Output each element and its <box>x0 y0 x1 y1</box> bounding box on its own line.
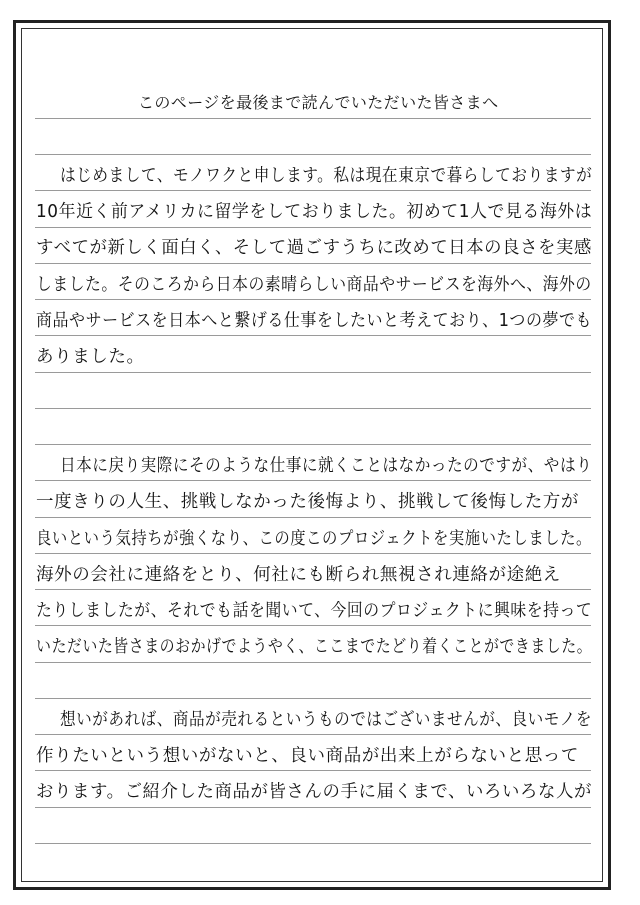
letter-title-text: このページを最後まで読んでいただいた皆さまへ <box>138 93 499 112</box>
ruled-line <box>35 444 591 445</box>
paragraph-text: 作りたいという想いがないと、良い商品が出来上がらないと思って <box>36 746 579 766</box>
letter-title <box>0 88 640 118</box>
paragraph-text: おります。ご紹介した商品が皆さんの手に届くまで、いろいろな人が <box>36 782 593 802</box>
ruled-line <box>35 118 591 119</box>
paragraph-text: ありました。 <box>36 347 145 367</box>
ruled-line <box>35 154 591 155</box>
ruled-line <box>35 408 591 409</box>
paragraph-1-line-3 <box>0 233 640 263</box>
ruled-line <box>35 227 591 228</box>
paragraph-3-line-3 <box>0 777 640 807</box>
paragraph-text: たりしましたが、それでも話を聞いて、今回のプロジェクトに興味を持って <box>36 601 593 621</box>
paragraph-text: 商品やサービスを日本へと繋げる仕事をしたいと考えており、1つの夢でも <box>36 311 593 331</box>
ruled-line <box>35 698 591 699</box>
paragraph-text: 想いがあれば、商品が売れるというものではございませんが、良いモノを <box>60 710 593 730</box>
paragraph-text: いただいた皆さまのおかげでようやく、ここまでたどり着くことができました。 <box>36 637 593 657</box>
paragraph-2-line-4 <box>0 560 640 590</box>
paragraph-3-line-2 <box>0 741 640 771</box>
paragraph-text: 10年近く前アメリカに留学をしておりました。初めて1人で見る海外は <box>36 202 593 222</box>
paragraph-text: すべてが新しく面白く、そして過ごすうちに改めて日本の良さを実感 <box>36 238 592 258</box>
paragraph-text: はじめまして、モノワクと申します。私は現在東京で暮らしておりますが <box>60 166 593 186</box>
paragraph-2-line-1 <box>0 451 640 481</box>
ruled-line <box>35 807 591 808</box>
ruled-line <box>35 843 591 844</box>
paragraph-2-line-3 <box>0 524 640 554</box>
paragraph-text: 良いという気持ちが強くなり、この度このプロジェクトを実施いたしました。 <box>36 529 592 549</box>
paragraph-3-line-1 <box>0 705 640 735</box>
paragraph-2-line-2 <box>0 487 640 517</box>
ruled-line <box>35 517 591 518</box>
paragraph-1-line-6 <box>0 342 640 372</box>
paragraph-2-line-5 <box>0 596 640 626</box>
paragraph-1-line-2 <box>0 197 640 227</box>
paragraph-2-line-6 <box>0 632 640 662</box>
ruled-line <box>35 372 591 373</box>
paragraph-text: 日本に戻り実際にそのような仕事に就くことはなかったのですが、やはり <box>60 456 593 476</box>
paragraph-1-line-5 <box>0 306 640 336</box>
ruled-line <box>35 263 591 264</box>
paragraph-1-line-1 <box>0 161 640 191</box>
paragraph-text: しました。そのころから日本の素晴らしい商品やサービスを海外へ、海外の <box>36 275 592 295</box>
paragraph-1-line-4 <box>0 270 640 300</box>
paragraph-text: 海外の会社に連絡をとり、何社にも断られ無視され連絡が途絶え <box>36 565 561 585</box>
paragraph-text: 一度きりの人生、挑戦しなかった後悔より、挑戦して後悔した方が <box>36 492 579 512</box>
ruled-line <box>35 662 591 663</box>
